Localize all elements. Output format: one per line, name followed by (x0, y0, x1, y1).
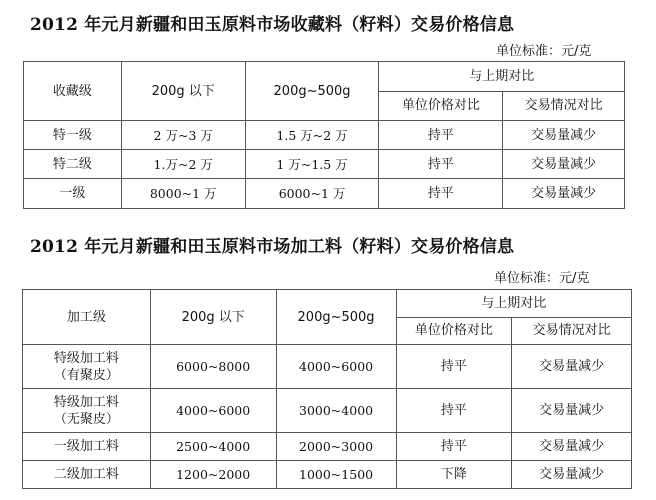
under-200g-cell: 4000~6000 (150, 389, 276, 433)
table-row (23, 389, 632, 433)
header-compare: 与上期对比 (396, 290, 632, 318)
under-200g-cell: 6000~8000 (150, 345, 276, 389)
unit-price-cell: 持平 (396, 389, 512, 433)
unit-price-cell: 持平 (379, 121, 503, 150)
grade-cell (23, 389, 151, 433)
trade-cell: 交易量减少 (512, 461, 632, 489)
table-row (24, 150, 625, 179)
trade-cell: 交易量减少 (512, 433, 632, 461)
collect-title: 2012 年元月新疆和田玉原料市场收藏料（籽料）交易价格信息 (30, 15, 515, 35)
grade-cell: 特一级 (24, 121, 122, 150)
under-200g-cell: 8000~1 万 (121, 179, 245, 209)
grade-cell: 特二级 (24, 150, 122, 179)
table-row (23, 345, 632, 389)
header-trade: 交易情况对比 (512, 317, 632, 345)
trade-cell: 交易量减少 (503, 150, 625, 179)
table-header-row (24, 62, 625, 92)
trade-cell: 交易量减少 (503, 179, 625, 209)
header-grade: 加工级 (23, 290, 151, 345)
header-200-500g: 200g~500g (245, 62, 379, 121)
table-row (23, 433, 632, 461)
grade-cell (23, 345, 151, 389)
grade-cell: 一级 (24, 179, 122, 209)
under-200g-cell: 1200~2000 (150, 461, 276, 489)
grade-line-2: （有聚皮） (53, 367, 119, 383)
grade-cell: 二级加工料 (23, 461, 151, 489)
header-grade: 收藏级 (24, 62, 122, 121)
header-under-200g: 200g 以下 (150, 290, 276, 345)
collect-price-table (23, 61, 625, 209)
unit-price-cell: 持平 (379, 150, 503, 179)
header-unit-price: 单位价格对比 (379, 91, 503, 121)
process-title: 2012 年元月新疆和田玉原料市场加工料（籽料）交易价格信息 (30, 237, 515, 257)
header-under-200g: 200g 以下 (121, 62, 245, 121)
trade-cell: 交易量减少 (503, 121, 625, 150)
header-trade: 交易情况对比 (503, 91, 625, 121)
table-header-row (23, 290, 632, 318)
grade-cell: 一级加工料 (23, 433, 151, 461)
range-200-500g-cell: 1 万~1.5 万 (245, 150, 379, 179)
range-200-500g-cell: 1000~1500 (276, 461, 396, 489)
table-row (24, 179, 625, 209)
under-200g-cell: 2 万~3 万 (121, 121, 245, 150)
process-price-table (22, 289, 632, 489)
collect-unit-label: 单位标准：元/克 (496, 44, 592, 59)
grade-line-1: 特级加工料 (53, 394, 119, 410)
unit-price-cell: 下降 (396, 461, 512, 489)
header-200-500g: 200g~500g (276, 290, 396, 345)
unit-price-cell: 持平 (396, 433, 512, 461)
range-200-500g-cell: 2000~3000 (276, 433, 396, 461)
unit-price-cell: 持平 (379, 179, 503, 209)
unit-price-cell: 持平 (396, 345, 512, 389)
table-row (23, 461, 632, 489)
range-200-500g-cell: 1.5 万~2 万 (245, 121, 379, 150)
grade-line-1: 特级加工料 (53, 350, 119, 366)
process-unit-label: 单位标准：元/克 (494, 271, 590, 286)
trade-cell: 交易量减少 (512, 389, 632, 433)
range-200-500g-cell: 6000~1 万 (245, 179, 379, 209)
grade-line-2: （无聚皮） (53, 411, 119, 427)
header-unit-price: 单位价格对比 (396, 317, 512, 345)
under-200g-cell: 1.万~2 万 (121, 150, 245, 179)
table-row (24, 121, 625, 150)
range-200-500g-cell: 4000~6000 (276, 345, 396, 389)
under-200g-cell: 2500~4000 (150, 433, 276, 461)
trade-cell: 交易量减少 (512, 345, 632, 389)
header-compare: 与上期对比 (379, 62, 625, 92)
range-200-500g-cell: 3000~4000 (276, 389, 396, 433)
